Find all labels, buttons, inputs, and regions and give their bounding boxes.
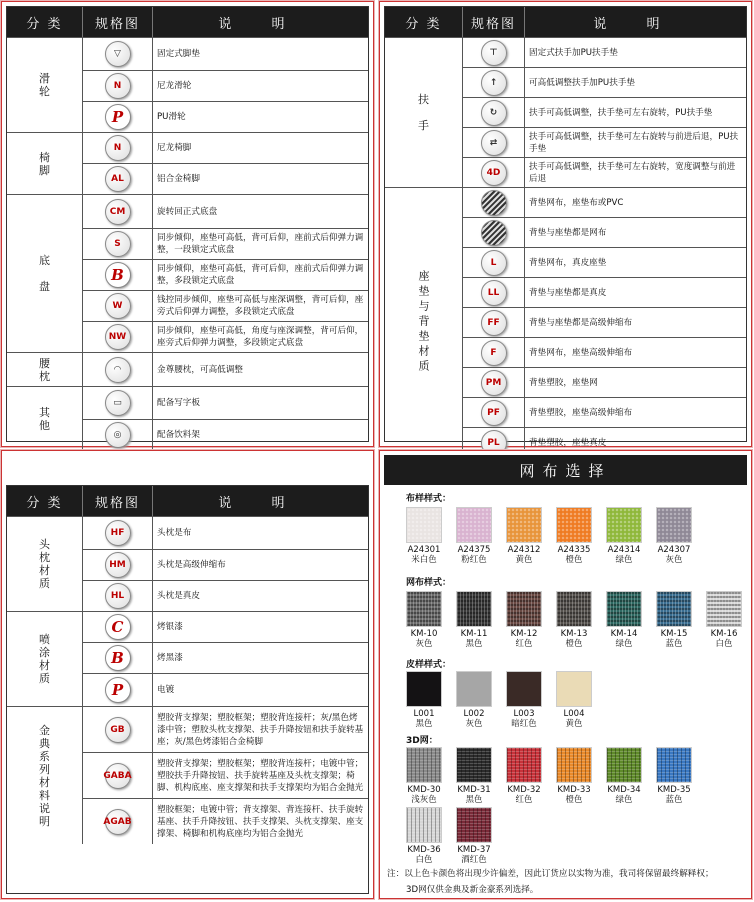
table-row: [463, 277, 746, 307]
table-row: [463, 337, 746, 367]
icon-cell: [83, 229, 153, 259]
icon-cell: [83, 753, 153, 798]
fabric-swatch[interactable]: [656, 507, 692, 565]
h-f-icon: HF: [105, 520, 131, 546]
table-row: [83, 163, 368, 194]
description-cell: 背垫网布，座垫高级伸缩布: [529, 347, 633, 358]
swatch-color-name: 黑色: [465, 639, 483, 649]
description-cell: 塑胶背支撑架；塑胶框架；塑胶背连接杆；灰/黑色烤漆中管；塑胶头枕支撑架、扶手升降按钮和扶手旋转基座；灰/黑色烤漆铝合金椅脚: [157, 712, 364, 747]
cup-icon: ◎: [105, 422, 131, 448]
swatch-sample: [656, 507, 692, 543]
table-row: [83, 549, 368, 580]
category-label: [7, 706, 83, 844]
description-cell: 金尊腰枕，可高低调整: [157, 364, 243, 375]
swatch-sample: [456, 747, 492, 783]
n-icon: N: [105, 135, 131, 161]
fabric-swatch[interactable]: [706, 591, 742, 649]
g-b-icon: GB: [105, 717, 131, 743]
description-cell: 同步倾仰，座垫可高低，背可后仰，座前式后仰弹力调整，多段锁定式底盘: [157, 264, 364, 286]
table-row: [83, 580, 368, 611]
icon-cell: [83, 799, 153, 844]
swatch-color-name: 绿色: [615, 795, 633, 805]
swatch-sample: [606, 591, 642, 627]
icon-cell: [463, 368, 525, 397]
table-row: [463, 307, 746, 337]
swatch-color-name: 黄色: [565, 719, 583, 729]
swatch-color-name: 黄色: [515, 555, 533, 565]
icon-cell: [83, 550, 153, 580]
category-label: [7, 516, 83, 611]
arm3-icon: ↻: [481, 100, 507, 126]
fabric-swatch[interactable]: [556, 507, 592, 565]
swatch-sample: [406, 507, 442, 543]
swatch-color-name: 绿色: [615, 639, 633, 649]
description-cell: 背垫与座垫都是网布: [529, 227, 607, 238]
swatch-sample: [406, 591, 442, 627]
swatch-sample: [556, 591, 592, 627]
fabric-swatch[interactable]: [406, 507, 442, 565]
fabric-swatch[interactable]: [606, 747, 642, 805]
icon-cell: [463, 248, 525, 277]
description-cell: 配备饮料架: [157, 430, 200, 440]
header-description: 说 明: [218, 495, 303, 511]
description-cell: 塑胶框架；电镀中管；背支撑架、背连接杆、扶手旋转基座、扶手升降按钮、扶手支撑架、头枕支撑架、座支撑架、椅脚和机构底座均为铝合金抛光: [157, 804, 364, 839]
header-spec-icon: 规格图: [83, 7, 153, 37]
icon-cell: [463, 68, 525, 97]
swatch-code: KMD-33: [557, 785, 591, 795]
icon-cell: [83, 71, 153, 101]
swatch-code: KM-13: [560, 629, 588, 639]
l-l-icon: LL: [481, 280, 507, 306]
header-description: 说 明: [218, 16, 303, 32]
armrest-material-panel: [379, 1, 752, 447]
description-cell: 背垫与座垫都是高级伸缩布: [529, 317, 633, 328]
al-icon: AL: [105, 166, 131, 192]
table-row: [83, 101, 368, 132]
description-cell: PU滑轮: [157, 112, 186, 122]
table-row: [463, 247, 746, 277]
table-row: [83, 352, 368, 386]
icon-cell: [463, 218, 525, 247]
mesh-fabric-icon: [481, 220, 507, 246]
swatch-color-name: 酒红色: [461, 855, 487, 865]
spec-rows: [385, 37, 746, 448]
swatch-sample: [506, 591, 542, 627]
description-cell: 扶手可高低调整，扶手垫可左右旋转与前进后退，PU扶手垫: [529, 131, 739, 154]
table-row: [463, 67, 746, 97]
description-cell: 扶手可高低调整，扶手垫可左右旋转，宽度调整与前进后退: [529, 161, 736, 184]
description-cell: 背垫塑胶，座垫真皮: [529, 437, 607, 448]
f-f-icon: FF: [481, 310, 507, 336]
fabric-section-label: 皮样样式：: [406, 660, 452, 670]
swatch-sample: [656, 747, 692, 783]
table-row: [463, 157, 746, 187]
category-label: [7, 386, 83, 450]
description-cell: 背垫网布，座垫布或PVC: [529, 197, 624, 208]
header-spec-icon: 规格图: [83, 486, 153, 516]
fabric-swatch[interactable]: [456, 671, 492, 729]
table-row: [83, 386, 368, 419]
category-label: [7, 132, 83, 194]
table-row: [83, 642, 368, 673]
table-row: [83, 673, 368, 706]
icon-cell: [83, 612, 153, 642]
swatch-sample: [456, 591, 492, 627]
swatch-sample: [506, 747, 542, 783]
fabric-swatch[interactable]: [406, 747, 442, 805]
swatch-sample: [506, 507, 542, 543]
category-text: 其 他: [39, 405, 50, 432]
category-label: [7, 37, 83, 132]
description-cell: 塑胶背支撑架；塑胶框架；塑胶背连接杆；电镀中管；塑胶扶手升降按钮、扶手旋转基座及头枕支撑架；椅脚、机构底座、座支撑架和扶手支撑架均为铝合金抛光: [157, 758, 364, 793]
description-cell: 电镀: [157, 685, 175, 695]
icon-cell: [83, 353, 153, 386]
header-spec-icon: 规格图: [463, 7, 525, 37]
description-cell: 烤银漆: [157, 622, 183, 632]
s-icon: S: [105, 231, 131, 257]
p-l-icon: PL: [481, 430, 507, 456]
category-text: 椅 脚: [39, 150, 50, 177]
table-row: [83, 516, 368, 549]
category-text: 金 典 系 列 材 料 说 明: [39, 723, 50, 828]
c-icon: C: [105, 614, 131, 640]
category-text: 头 枕 材 质: [39, 538, 50, 590]
table-row: [83, 798, 368, 844]
fabric-title: 网布选择: [384, 455, 747, 485]
swatch-color-name: 橙色: [565, 555, 583, 565]
fabric-swatch[interactable]: [606, 507, 642, 565]
f-icon: F: [481, 340, 507, 366]
ga-ba-icon: GABA: [105, 763, 131, 789]
p-icon: P: [105, 677, 131, 703]
4d-icon: 4D: [481, 160, 507, 186]
icon-cell: [463, 128, 525, 157]
icon-cell: [463, 338, 525, 367]
fabric-swatch[interactable]: [506, 747, 542, 805]
header-category: 分 类: [7, 7, 83, 37]
fabric-swatch[interactable]: [456, 807, 492, 865]
fabric-swatch[interactable]: [556, 591, 592, 649]
swatch-sample: [406, 671, 442, 707]
b-icon: B: [105, 645, 131, 671]
description-cell: 固定式扶手加PU扶手垫: [529, 47, 618, 58]
swatch-sample: [606, 747, 642, 783]
p-m-icon: PM: [481, 370, 507, 396]
fabric-swatch[interactable]: [506, 671, 542, 729]
swatch-color-name: 灰色: [465, 719, 483, 729]
swatch-color-name: 白色: [415, 855, 433, 865]
category-text: 喷 涂 材 质: [39, 633, 50, 685]
fabric-swatch[interactable]: [656, 747, 692, 805]
h-l-icon: HL: [105, 583, 131, 609]
fabric-swatch[interactable]: [406, 671, 442, 729]
h-m-icon: HM: [105, 552, 131, 578]
swatch-code: A24312: [507, 545, 541, 555]
table-row: [83, 419, 368, 450]
icon-cell: [463, 308, 525, 337]
swatch-code: KMD-37: [457, 845, 491, 855]
chassis-spec-panel: [1, 1, 374, 447]
spec-rows: [7, 516, 368, 893]
header-description: 说 明: [593, 16, 678, 32]
icon-cell: [83, 517, 153, 549]
swatch-code: L004: [563, 709, 585, 719]
swatch-sample: [556, 507, 592, 543]
nw-icon: NW: [105, 324, 131, 350]
icon-cell: [463, 278, 525, 307]
header-category: 分 类: [385, 7, 463, 37]
fabric-swatch[interactable]: [456, 507, 492, 565]
arm2-icon: ↑: [481, 70, 507, 96]
swatch-color-name: 红色: [515, 639, 533, 649]
fabric-selection-panel: [379, 450, 752, 899]
swatch-code: A24307: [657, 545, 691, 555]
icon-cell: [83, 643, 153, 673]
table-row: [463, 37, 746, 67]
swatch-sample: [406, 807, 442, 843]
category-label: [7, 194, 83, 352]
swatch-code: KM-15: [660, 629, 688, 639]
swatch-sample: [556, 671, 592, 707]
fabric-swatch[interactable]: [606, 591, 642, 649]
description-cell: 背垫网布，真皮座垫: [529, 257, 607, 268]
icon-cell: [83, 674, 153, 706]
swatch-sample: [456, 807, 492, 843]
description-cell: 头枕是高级伸缩布: [157, 560, 226, 570]
description-cell: 可高低调整扶手加PU扶手垫: [529, 77, 636, 88]
icon-cell: [83, 291, 153, 321]
swatch-code: A24301: [407, 545, 441, 555]
p-f-icon: PF: [481, 400, 507, 426]
fabric-section-label: 3D网：: [406, 736, 438, 746]
category-text: 扶 手: [418, 93, 429, 132]
icon-cell: [463, 188, 525, 217]
icon-cell: [83, 322, 153, 352]
b-icon: B: [105, 262, 131, 288]
mesh-fabric-icon: [481, 190, 507, 216]
description-cell: 烤黑漆: [157, 653, 183, 663]
icon-cell: [83, 38, 153, 70]
swatch-code: KMD-30: [407, 785, 441, 795]
icon-cell: [83, 164, 153, 194]
swatch-code: KM-11: [460, 629, 488, 639]
table-row: [83, 194, 368, 228]
swatch-color-name: 蓝色: [665, 639, 683, 649]
table-header: [7, 486, 368, 516]
table-row: [83, 70, 368, 101]
description-cell: 旋转回正式底盘: [157, 206, 218, 217]
fabric-swatch[interactable]: [556, 671, 592, 729]
headrest-coating-panel: [1, 450, 374, 899]
table-row: [83, 37, 368, 70]
table-row: [463, 367, 746, 397]
swatch-color-name: 白色: [715, 639, 733, 649]
table-row: [463, 187, 746, 217]
description-cell: 铝合金椅脚: [157, 174, 200, 184]
table-header: [385, 7, 746, 37]
table-row: [463, 97, 746, 127]
spec-rows: [7, 37, 368, 441]
swatch-color-name: 黑色: [415, 719, 433, 729]
fabric-section-label: 布样样式：: [406, 494, 452, 504]
pillow-icon: ◠: [105, 357, 131, 383]
swatch-code: KM-16: [710, 629, 738, 639]
table-row: [83, 611, 368, 642]
swatch-sample: [456, 507, 492, 543]
icon-cell: [83, 420, 153, 450]
icon-cell: [83, 133, 153, 163]
description-cell: 配备写字板: [157, 398, 200, 408]
fabric-swatch[interactable]: [406, 807, 442, 865]
description-cell: 尼龙滑轮: [157, 81, 192, 91]
swatch-color-name: 灰色: [415, 639, 433, 649]
swatch-sample: [606, 507, 642, 543]
description-cell: 背垫与座垫都是真皮: [529, 287, 607, 298]
table-row: [463, 127, 746, 157]
icon-cell: [83, 195, 153, 228]
table-row: [83, 752, 368, 798]
fabric-swatch[interactable]: [456, 591, 492, 649]
fabric-swatch[interactable]: [656, 591, 692, 649]
table-header: [7, 7, 368, 37]
swatch-sample: [406, 747, 442, 783]
swatch-code: KMD-32: [507, 785, 541, 795]
fabric-swatch[interactable]: [556, 747, 592, 805]
category-label: [385, 37, 463, 187]
p-icon: P: [105, 104, 131, 130]
header-category: 分 类: [7, 486, 83, 516]
category-label: [385, 187, 463, 457]
swatch-sample: [506, 671, 542, 707]
icon-cell: [463, 398, 525, 427]
description-cell: 头枕是布: [157, 528, 192, 538]
swatch-code: KMD-31: [457, 785, 491, 795]
swatch-color-name: 绿色: [615, 555, 633, 565]
swatch-color-name: 红色: [515, 795, 533, 805]
fabric-swatch[interactable]: [456, 747, 492, 805]
category-label: [7, 352, 83, 386]
swatch-color-name: 暗红色: [511, 719, 537, 729]
cm-icon: CM: [105, 199, 131, 225]
icon-cell: [83, 707, 153, 752]
description-cell: 扶手可高低调整，扶手垫可左右旋转，PU扶手垫: [529, 107, 713, 118]
icon-cell: [83, 581, 153, 611]
table-row: [83, 259, 368, 290]
swatch-code: KMD-34: [607, 785, 641, 795]
table-row: [83, 706, 368, 752]
table-row: [463, 217, 746, 247]
table-row: [463, 397, 746, 427]
swatch-code: A24375: [457, 545, 491, 555]
fabric-note-2: 3D网仅供金典及新金豪系列选择。: [406, 885, 539, 895]
swatch-code: A24314: [607, 545, 641, 555]
description-cell: 同步倾仰，座垫可高低，角度与座深调整，背可后仰，座旁式后仰弹力调整，多段锁定式底盘: [157, 326, 364, 348]
swatch-sample: [556, 747, 592, 783]
table-row: [83, 132, 368, 163]
swatch-code: KM-10: [410, 629, 438, 639]
icon-cell: [463, 98, 525, 127]
swatch-code: L003: [513, 709, 535, 719]
swatch-color-name: 粉红色: [461, 555, 487, 565]
swatch-color-name: 蓝色: [665, 795, 683, 805]
description-cell: 固定式脚垫: [157, 49, 200, 59]
description-cell: 背垫塑胶，座垫网: [529, 377, 598, 388]
swatch-sample: [706, 591, 742, 627]
n-icon: N: [105, 73, 131, 99]
swatch-color-name: 浅灰色: [411, 795, 437, 805]
fabric-section-label: 网布样式：: [406, 578, 452, 588]
foot-icon: ▽: [105, 41, 131, 67]
w-icon: W: [105, 293, 131, 319]
swatch-code: KMD-36: [407, 845, 441, 855]
swatch-code: KM-12: [510, 629, 538, 639]
description-cell: 尼龙椅脚: [157, 143, 192, 153]
icon-cell: [463, 38, 525, 67]
swatch-sample: [456, 671, 492, 707]
fabric-swatch[interactable]: [406, 591, 442, 649]
arm4-icon: ⇄: [481, 130, 507, 156]
category-text: 底 盘: [39, 254, 50, 293]
swatch-code: KMD-35: [657, 785, 691, 795]
swatch-code: L002: [463, 709, 485, 719]
icon-cell: [463, 158, 525, 187]
ag-ab-icon: AGAB: [105, 809, 131, 835]
category-text: 腰 枕: [39, 356, 50, 383]
category-text: 滑 轮: [39, 72, 50, 98]
fabric-note-1: 注：以上色卡颜色将出现少许偏差，因此订货应以实物为准，我司将保留最终解释权；: [387, 869, 714, 879]
fabric-swatch[interactable]: [506, 507, 542, 565]
icon-cell: [83, 387, 153, 419]
description-cell: 背垫塑胶，座垫高级伸缩布: [529, 407, 633, 418]
board-icon: ▭: [105, 390, 131, 416]
description-cell: 钱控同步倾仰，座垫可高低与座深调整，背可后仰，座旁式后仰弹力调整，多段锁定式底盘: [157, 295, 364, 317]
table-row: [83, 290, 368, 321]
category-text: 座垫与背垫材质: [417, 270, 430, 375]
category-label: [7, 611, 83, 706]
fabric-swatch[interactable]: [506, 591, 542, 649]
swatch-color-name: 橙色: [565, 795, 583, 805]
swatch-sample: [656, 591, 692, 627]
swatch-color-name: 黑色: [465, 795, 483, 805]
description-cell: 头枕是真皮: [157, 591, 200, 601]
swatch-color-name: 灰色: [665, 555, 683, 565]
swatch-color-name: 米白色: [411, 555, 437, 565]
swatch-color-name: 橙色: [565, 639, 583, 649]
swatch-code: A24335: [557, 545, 591, 555]
swatch-code: L001: [413, 709, 435, 719]
table-row: [83, 321, 368, 352]
table-row: [83, 228, 368, 259]
description-cell: 同步倾仰，座垫可高低，背可后仰，座前式后仰弹力调整，一段锁定式底盘: [157, 233, 364, 255]
arm1-icon: ⊤: [481, 40, 507, 66]
icon-cell: [83, 102, 153, 132]
swatch-code: KM-14: [610, 629, 638, 639]
icon-cell: [83, 260, 153, 290]
l-icon: L: [481, 250, 507, 276]
